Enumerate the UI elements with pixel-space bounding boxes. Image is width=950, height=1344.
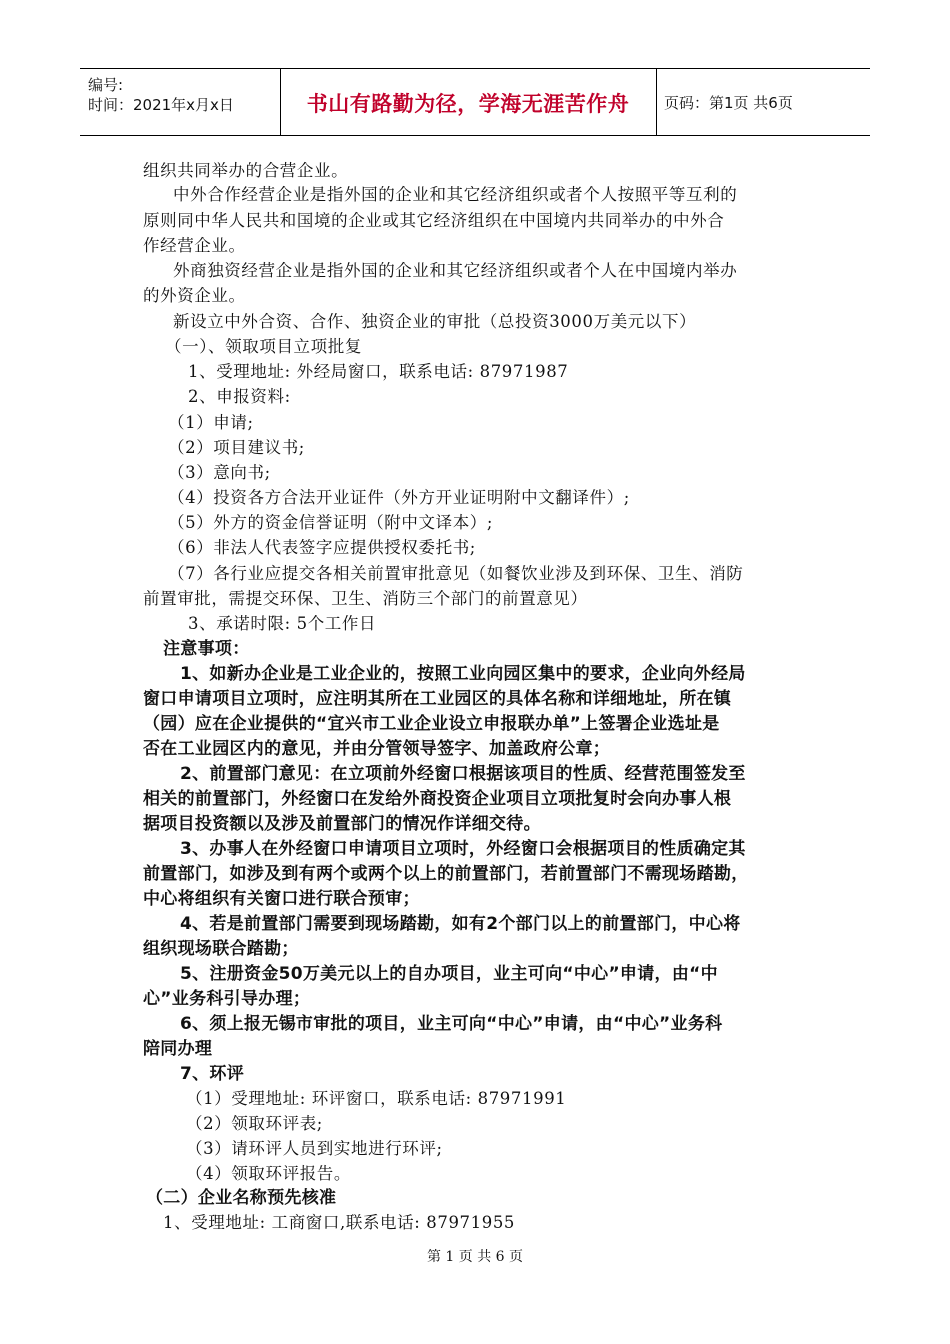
note-line: 3、办事人在外经窗口申请项目立项时，外经窗口会根据项目的性质确定其	[180, 839, 746, 859]
note-line: 相关的前置部门，外经窗口在发给外商投资企业项目立项批复时会向办事人根	[143, 789, 732, 809]
note-line: 据项目投资额以及涉及前置部门的情况作详细交待。	[143, 814, 541, 834]
body-line: 1、受理地址: 工商窗口,联系电话: 87971955	[163, 1213, 516, 1232]
note-line: 陪同办理	[143, 1039, 213, 1059]
note-line: 前置部门，如涉及到有两个或两个以上的前置部门，若前置部门不需现场踏勘，	[143, 864, 749, 884]
list-item: （6）非法人代表签字应提供授权委托书;	[168, 538, 476, 557]
list-item: （7）各行业应提交各相关前置审批意见（如餐饮业涉及到环保、卫生、消防	[168, 564, 744, 583]
note-line: 2、前置部门意见：在立项前外经窗口根据该项目的性质、经营范围签发至	[180, 764, 746, 784]
section-heading: （一）、领取项目立项批复	[165, 337, 362, 356]
note-line: （园）应在企业提供的“宜兴市工业企业设立申报联办单”上签署企业选址是	[143, 714, 720, 734]
list-item: （1）受理地址: 环评窗口，联系电话: 87971991	[186, 1089, 567, 1108]
list-item: （2）领取环评表;	[186, 1114, 323, 1133]
header-bottom-rule	[80, 135, 870, 136]
body-line: 原则同中华人民共和国境的企业或其它经济组织在中国境内共同举办的中外合	[143, 211, 725, 230]
document-date: 时间：2021年x月x日	[88, 96, 234, 114]
note-line: 组织现场联合踏勘；	[143, 939, 299, 959]
body-line: 中外合作经营企业是指外国的企业和其它经济组织或者个人按照平等互利的	[173, 185, 738, 204]
body-line: 外商独资经营企业是指外国的企业和其它经济组织或者个人在中国境内举办	[173, 261, 738, 280]
list-item: （4）领取环评报告。	[186, 1164, 351, 1183]
list-item: （2）项目建议书;	[168, 438, 305, 457]
note-line: 4、若是前置部门需要到现场踏勘，如有2个部门以上的前置部门，中心将	[180, 914, 741, 934]
note-line: 6、须上报无锡市审批的项目，业主可向“中心”申请，由“中心”业务科	[180, 1014, 723, 1034]
body-line: 3、承诺时限: 5个工作日	[188, 614, 377, 633]
section-heading: （二）企业名称预先核准	[146, 1188, 337, 1208]
list-item: （4）投资各方合法开业证件（外方开业证明附中文翻译件）;	[168, 488, 630, 507]
header-divider	[280, 68, 281, 136]
body-line: 新设立中外合资、合作、独资企业的审批（总投资3000万美元以下）	[173, 312, 697, 331]
header-top-rule	[80, 68, 870, 69]
note-line: 5、注册资金50万美元以上的自办项目，业主可向“中心”申请，由“中	[180, 964, 718, 984]
note-line: 否在工业园区内的意见，并由分管领导签字、加盖政府公章；	[143, 739, 611, 759]
body-line: 的外资企业。	[143, 286, 246, 305]
note-line: 中心将组织有关窗口进行联合预审；	[143, 889, 420, 909]
list-item: （5）外方的资金信誉证明（附中文译本）;	[168, 513, 494, 532]
document-code-label: 编号:	[88, 76, 124, 94]
list-item: （3）意向书;	[168, 463, 271, 482]
page-footer: 第 1 页 共 6 页	[426, 1249, 524, 1265]
list-item: （3）请环评人员到实地进行环评;	[186, 1139, 443, 1158]
body-line: 2、申报资料:	[188, 387, 291, 406]
note-line: 1、如新办企业是工业企业的，按照工业向园区集中的要求，企业向外经局	[180, 664, 746, 684]
note-line: 窗口申请项目立项时，应注明其所在工业园区的具体名称和详细地址，所在镇	[143, 689, 732, 709]
header-page-info: 页码：第1页 共6页	[664, 94, 793, 112]
header-divider	[656, 68, 657, 136]
body-line: 组织共同举办的合营企业。	[143, 161, 349, 180]
list-item: （1）申请;	[168, 413, 254, 432]
body-line: 作经营企业。	[143, 236, 246, 255]
notes-heading: 注意事项：	[163, 639, 250, 659]
note-line: 7、环评	[180, 1064, 245, 1084]
body-line: 1、受理地址: 外经局窗口，联系电话: 87971987	[188, 362, 569, 381]
body-line: 前置审批，需提交环保、卫生、消防三个部门的前置意见）	[143, 589, 588, 608]
header-motto: 书山有路勤为径，学海无涯苦作舟	[306, 92, 630, 116]
note-line: 心”业务科引导办理；	[143, 989, 311, 1009]
page-header	[80, 68, 870, 136]
